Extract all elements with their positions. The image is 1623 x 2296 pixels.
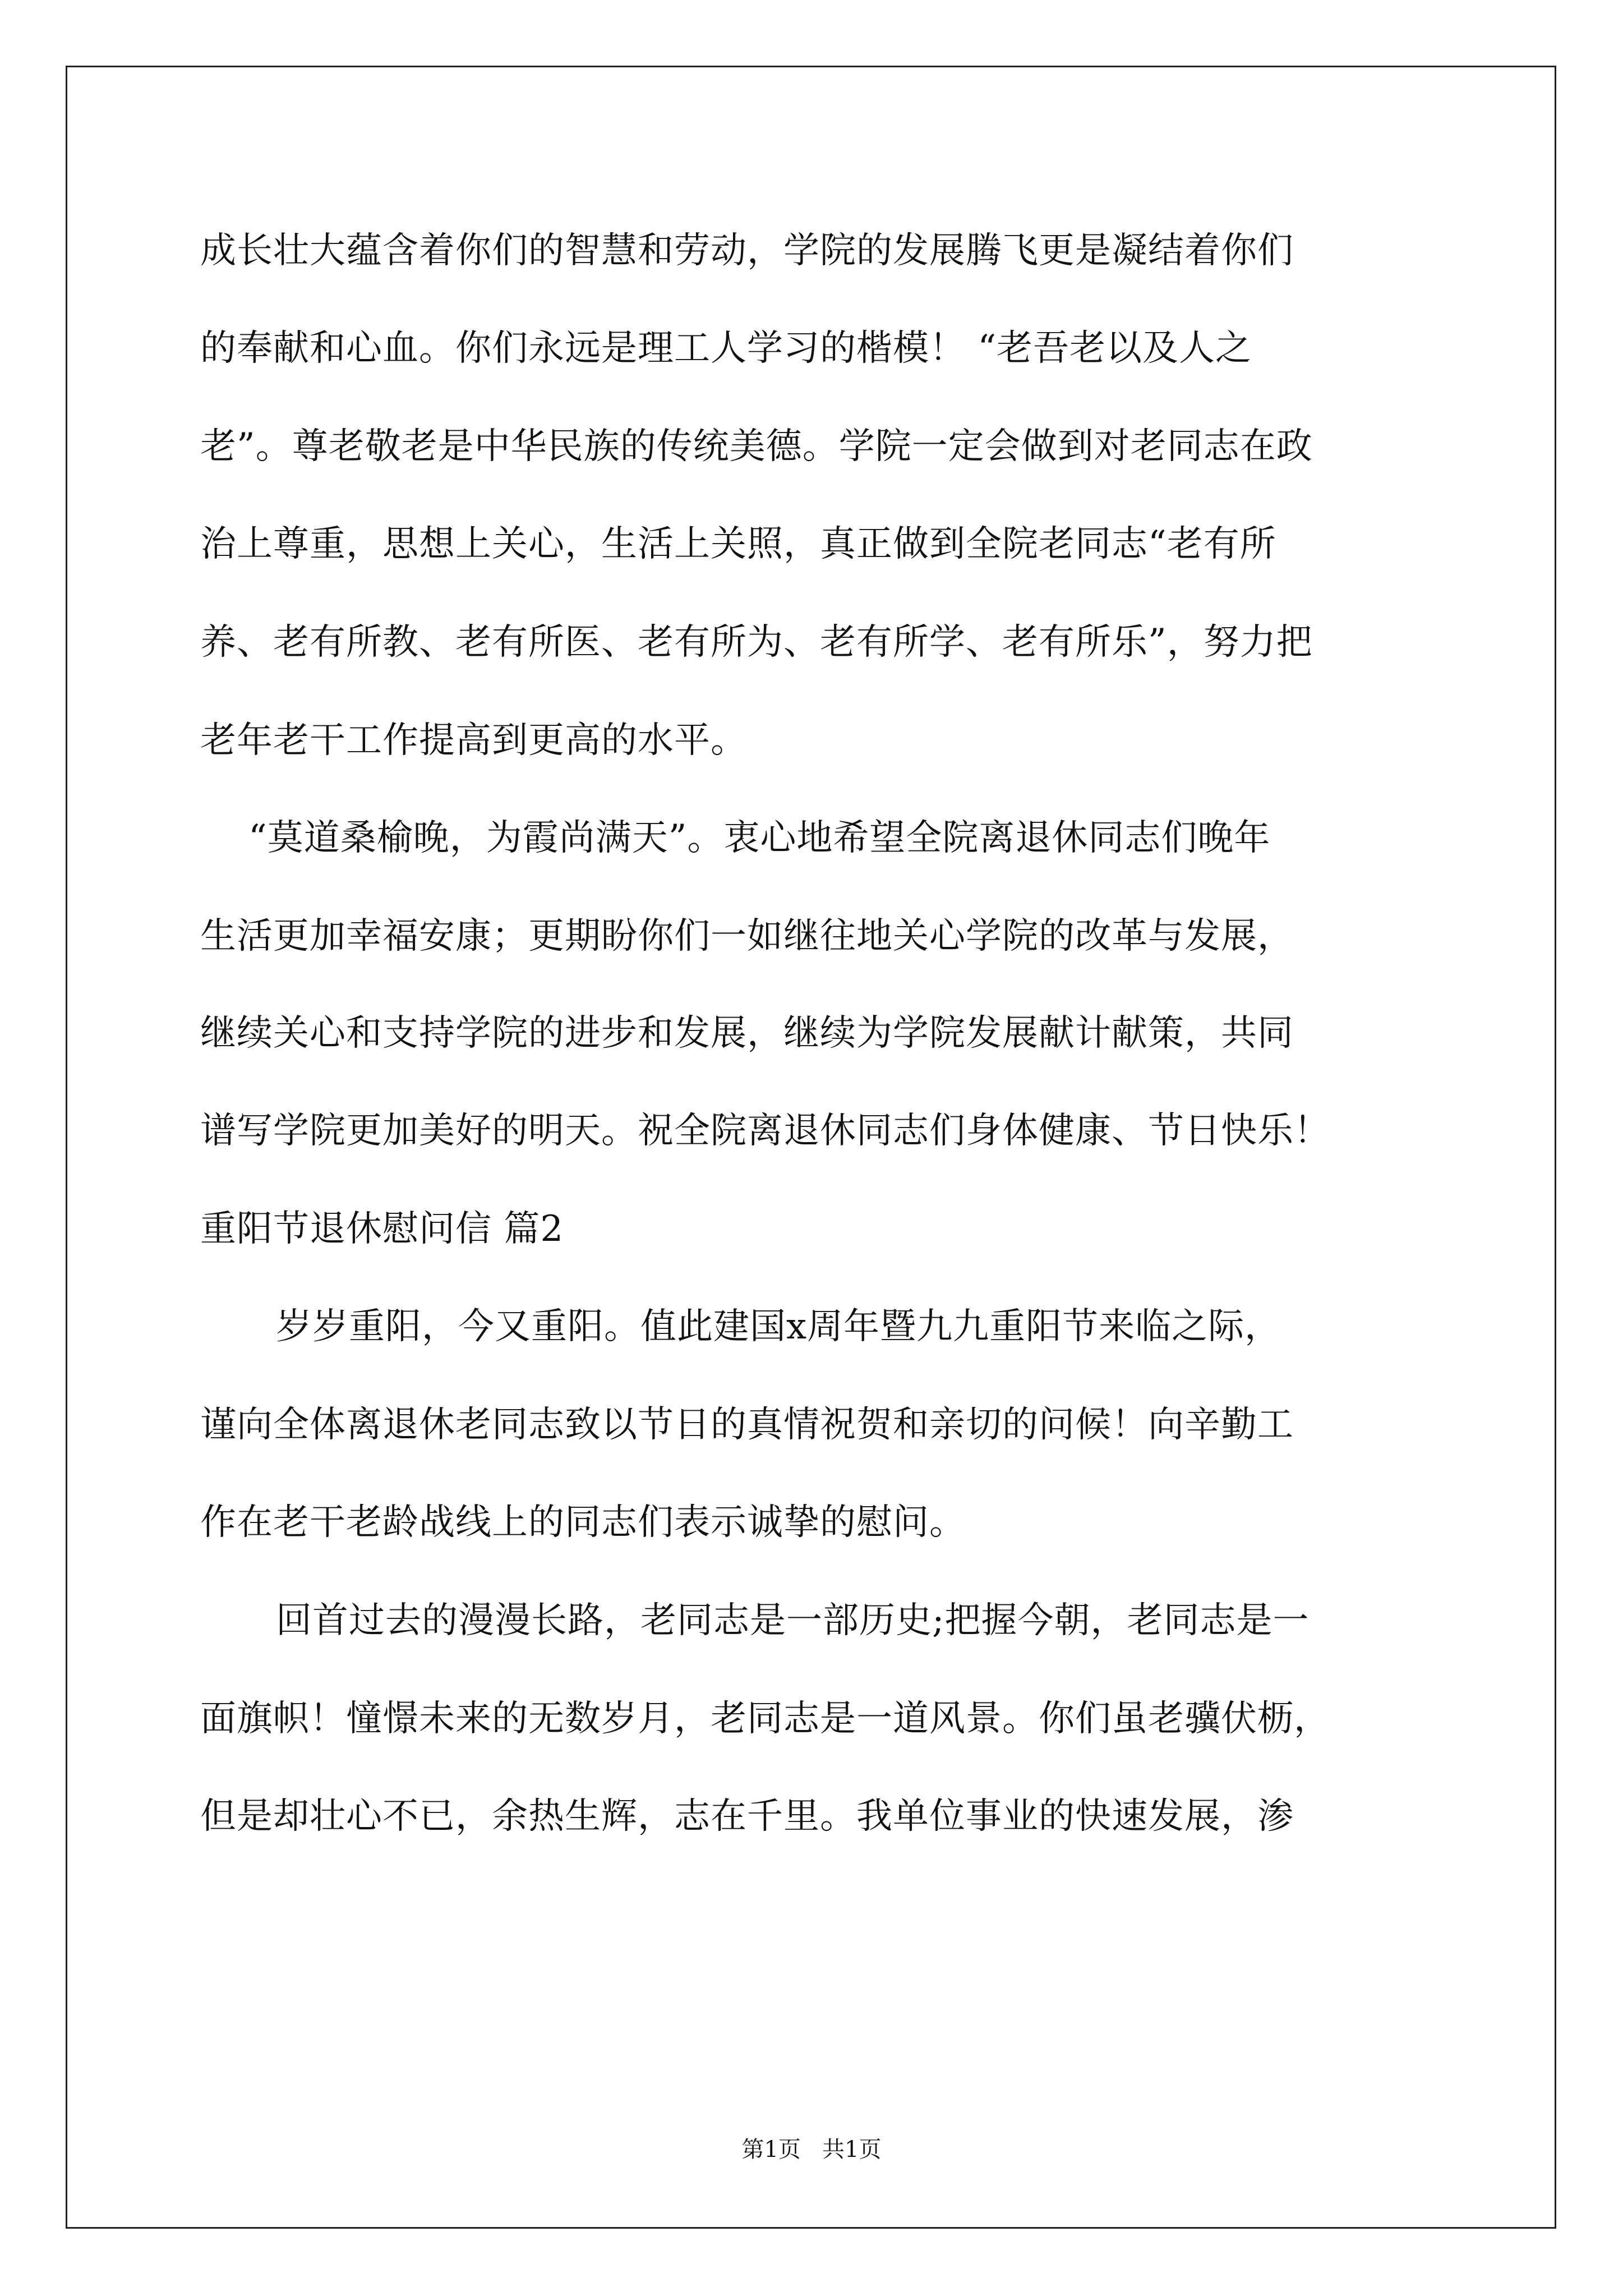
text-line: “莫道桑榆晚，为霞尚满天”。衷心地希望全院离退休同志们晚年 [248,817,1271,859]
text-line: 生活更加幸福安康；更期盼你们一如继往地关心学院的改革与发展， [200,915,1294,957]
text-line: 谱写学院更加美好的明天。祝全院离退休同志们身体健康、节日快乐！ [200,1110,1330,1152]
text-line: 的奉献和心血。你们永远是理工人学习的楷模！ “老吾老以及人之 [200,328,1252,369]
text-line: 老年老干工作提高到更高的水平。 [200,720,747,761]
text-line: 老”。尊老敬老是中华民族的传统美德。学院一定会做到对老同志在政 [200,426,1313,467]
text-line: 治上尊重，思想上关心，生活上关照，真正做到全院老同志“老有所 [200,523,1276,565]
text-line: 养、老有所教、老有所医、老有所为、老有所学、老有所乐”，努力把 [200,622,1313,663]
text-line: 成长壮大蕴含着你们的智慧和劳动，学院的发展腾飞更是凝结着你们 [200,230,1294,272]
text-line: 继续关心和支持学院的进步和发展，继续为学院发展献计献策，共同 [200,1013,1294,1054]
section-heading: 重阳节退休慰问信 篇2 [200,1208,564,1250]
text-line: 谨向全体离退休老同志致以节日的真情祝贺和亲切的问候！向辛勤工 [200,1404,1294,1446]
text-line: 回首过去的漫漫长路，老同志是一部历史;把握今朝，老同志是一 [276,1600,1310,1641]
text-line: 作在老干老龄战线上的同志们表示诚挚的慰问。 [200,1502,966,1543]
page-number: 第1页 共1页 [741,2137,882,2162]
text-line: 面旗帜！憧憬未来的无数岁月，老同志是一道风景。你们虽老骥伏枥， [200,1698,1330,1740]
text-line: 岁岁重阳，今又重阳。值此建国x周年暨九九重阳节来临之际， [276,1306,1281,1347]
text-line: 但是却壮心不已，余热生辉，志在千里。我单位事业的快速发展，渗 [200,1796,1294,1837]
